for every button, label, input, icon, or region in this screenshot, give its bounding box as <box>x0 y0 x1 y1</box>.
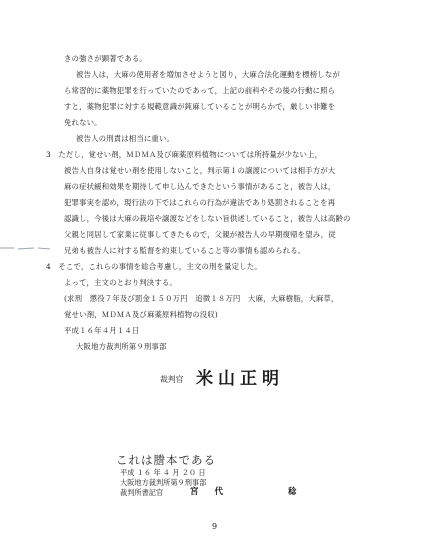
body-line: 被告人の刑責は相当に重い。 <box>76 134 175 143</box>
body-line: 3 ただし，覚せい剤，ＭＤＭＡ及び麻薬原料植物については所持量が少ない上， <box>46 150 323 159</box>
certification-court: 大阪地方裁判所第９刑事部 <box>120 478 207 487</box>
judge-name: 米山正明 <box>196 369 284 389</box>
certified-copy-heading: これは謄本である <box>116 453 216 467</box>
clerk-name: 宮代 稔 <box>190 487 313 497</box>
clerk-title: 裁判所書記官 <box>120 488 164 497</box>
body-line: よって，主文のとおり判決する。 <box>64 278 177 287</box>
body-line: 免れない。 <box>64 118 102 127</box>
body-line: 平成１６年４月１４日 <box>64 326 140 335</box>
body-line: 被告人自身は覚せい剤を使用しないこと，判示第１の譲渡については相手方が大 <box>64 166 336 175</box>
scan-edge-mark <box>0 240 60 260</box>
body-line: 麻の症状緩和効果を期待して申し込んできたという事情があること，被告人は， <box>64 182 336 191</box>
body-line: (求刑 懲役７年及び罰金１５０万円 追徴１８万円 大麻，大麻樹脂，大麻草， <box>64 294 339 303</box>
body-line: 被告人は，大麻の使用者を増加させようと図り，大麻合法化運動を標榜しなが <box>76 70 340 79</box>
body-line: きの強さが顕著である。 <box>64 54 147 63</box>
page-number: 9 <box>212 522 218 531</box>
body-line: 覚せい剤，ＭＤＭＡ及び麻薬原料植物の没収) <box>64 310 218 319</box>
body-line: 4 そこで，これらの事情を総合考慮し，主文の刑を量定した。 <box>46 262 262 271</box>
body-line: 大阪地方裁判所第９刑事部 <box>76 342 167 351</box>
judge-title: 裁判官 <box>160 375 184 384</box>
body-line: 犯罪事実を認め，現行法の下ではこれらの行為が違法であり処罰されることを再 <box>64 198 336 207</box>
body-line: 父親と同居して家業に従事してきたもので，父親が被告人の早期復帰を望み，従 <box>64 230 336 239</box>
body-line: ら常習的に薬物犯罪を行っていたのであって，上記の前科やその後の行動に照ら <box>64 86 336 95</box>
body-line: すと，薬物犯罪に対する規範意識が鈍麻していることが明らかで，厳しい非難を <box>64 102 336 111</box>
body-line: 認識し，今後は大麻の栽培や譲渡などをしない旨供述していること，被告人は高齢の <box>64 214 351 223</box>
certification-date: 平成 １６ 年 ４ 月 ２０ 日 <box>120 468 206 477</box>
body-line: 兄弟も被告人に対する監督を約束していること等の事情も認められる。 <box>64 246 306 255</box>
